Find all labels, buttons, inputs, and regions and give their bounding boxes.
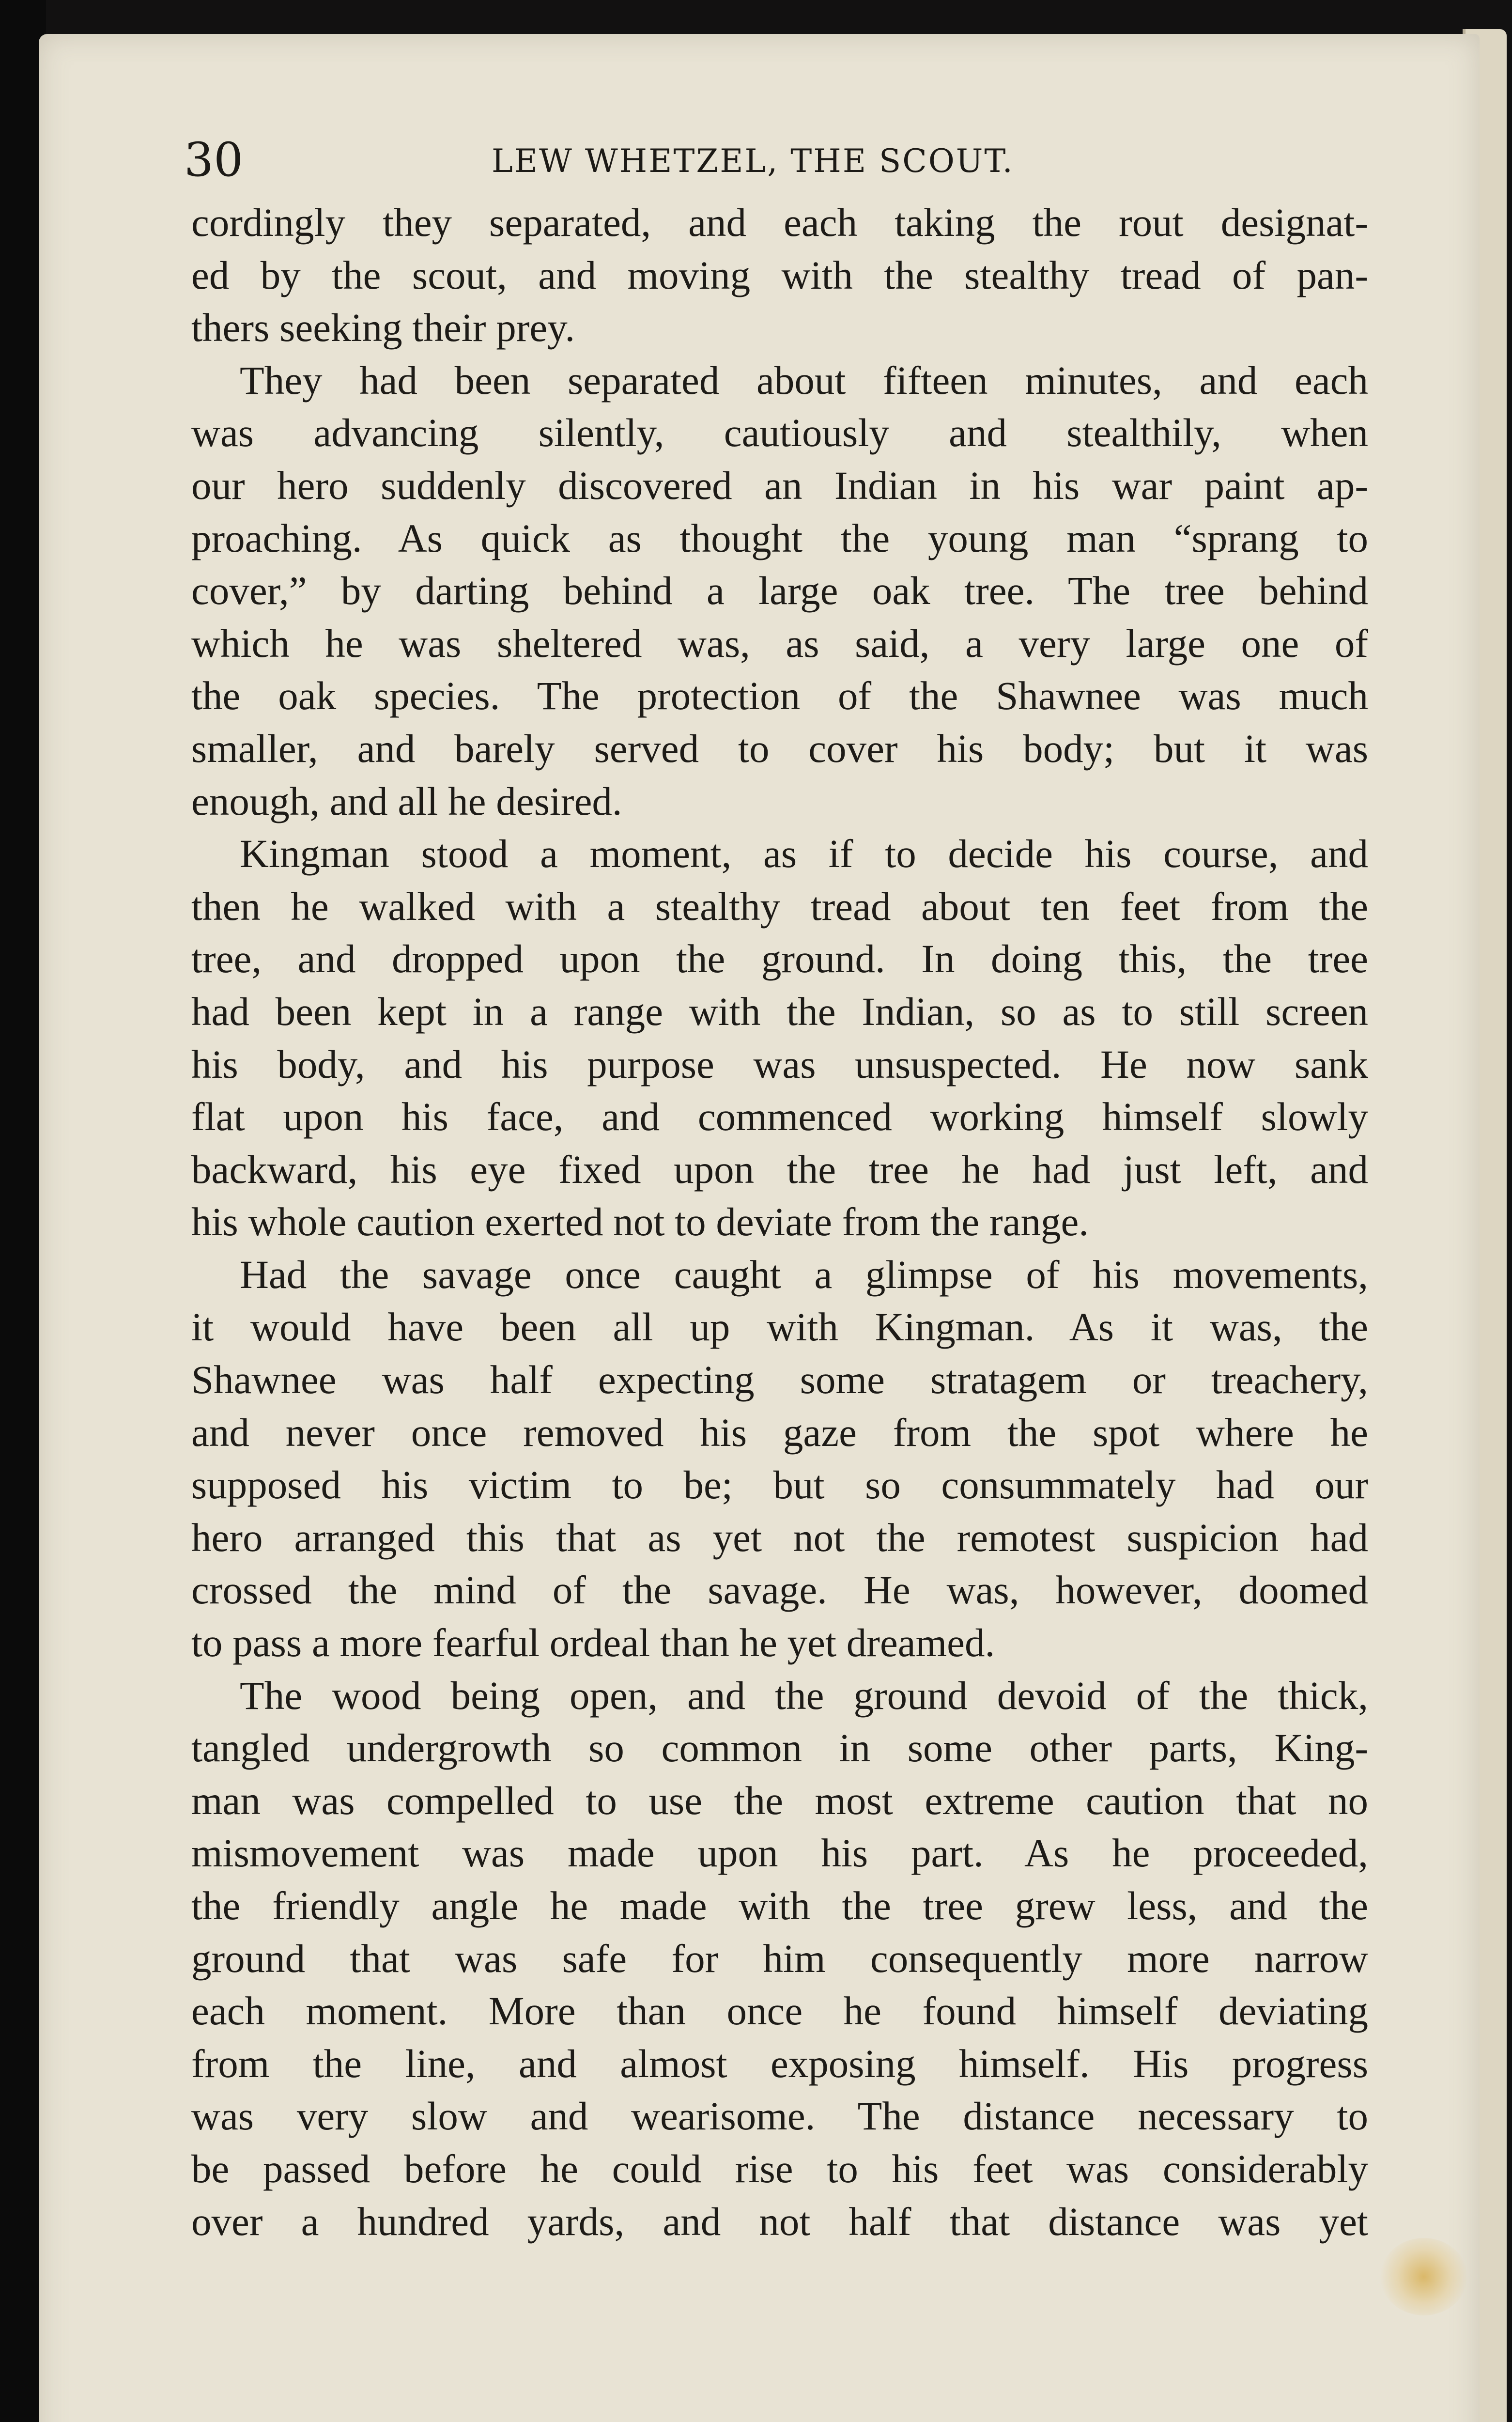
text-line: tangled undergrowth so common in some other parts, King- bbox=[191, 1725, 1368, 1770]
text-line: was very slow and wearisome. The distance necessary to bbox=[191, 2094, 1368, 2139]
text-line: Shawnee was half expecting some stratagem or treachery, bbox=[191, 1357, 1368, 1402]
text-line: mismovement was made upon his part. As he proceeded, bbox=[191, 1831, 1368, 1876]
text-line: crossed the mind of the savage. He was, however, doomed bbox=[191, 1568, 1368, 1613]
text-line: tree, and dropped upon the ground. In doing this, the tree bbox=[191, 936, 1368, 981]
page-header bbox=[184, 133, 1395, 186]
running-head: LEW WHETZEL, THE SCOUT. bbox=[492, 142, 1014, 180]
text-line: over a hundred yards, and not half that distance was yet bbox=[191, 2199, 1368, 2244]
text-line: the friendly angle he made with the tree grew less, and the bbox=[191, 1883, 1368, 1928]
text-line: Kingman stood a moment, as if to decide his course, and bbox=[240, 831, 1368, 876]
text-line: man was compelled to use the most extreme caution that no bbox=[191, 1778, 1368, 1823]
body-text bbox=[191, 196, 1368, 2248]
text-line: the oak species. The protection of the Shawnee was much bbox=[191, 673, 1368, 718]
text-line: cover,” by darting behind a large oak tree. The tree behind bbox=[191, 568, 1368, 613]
text-line: Had the savage once caught a glimpse of his movements, bbox=[240, 1252, 1368, 1297]
page-number: 30 bbox=[184, 133, 244, 187]
text-line: ground that was safe for him consequently more narrow bbox=[191, 1936, 1368, 1981]
text-line: his body, and his purpose was unsuspected. He now sank bbox=[191, 1041, 1368, 1087]
text-line: The wood being open, and the ground devoid of the thick, bbox=[240, 1673, 1368, 1718]
text-line: his whole caution exerted not to deviate from the range. bbox=[191, 1199, 1089, 1244]
text-line: and never once removed his gaze from the spot where he bbox=[191, 1410, 1368, 1455]
text-line: it would have been all up with Kingman. As it was, the bbox=[191, 1304, 1368, 1350]
text-line: enough, and all he desired. bbox=[191, 778, 622, 823]
text-line: be passed before he could rise to his feet was considerably bbox=[191, 2146, 1368, 2191]
text-line: ed by the scout, and moving with the stealthy tread of pan- bbox=[191, 252, 1368, 297]
text-line: had been kept in a range with the Indian, so as to still screen bbox=[191, 989, 1368, 1034]
text-line: was advancing silently, cautiously and stealthily, when bbox=[191, 410, 1368, 455]
text-line: which he was sheltered was, as said, a very large one of bbox=[191, 621, 1368, 666]
text-line: backward, his eye fixed upon the tree he had just left, and bbox=[191, 1147, 1368, 1192]
text-line: to pass a more fearful ordeal than he yet dreamed. bbox=[191, 1620, 995, 1665]
foxing-stain bbox=[1380, 2238, 1467, 2315]
text-line: from the line, and almost exposing himself. His progress bbox=[191, 2041, 1368, 2086]
text-line: flat upon his face, and commenced working himself slowly bbox=[191, 1094, 1368, 1139]
text-line: supposed his victim to be; but so consummately had our bbox=[191, 1462, 1368, 1507]
text-line: cordingly they separated, and each taking the rout designat- bbox=[191, 200, 1368, 245]
text-line: thers seeking their prey. bbox=[191, 305, 575, 350]
text-line: then he walked with a stealthy tread about ten feet from the bbox=[191, 884, 1368, 929]
text-line: each moment. More than once he found himself deviating bbox=[191, 1988, 1368, 2034]
text-line: our hero suddenly discovered an Indian in his war paint ap- bbox=[191, 463, 1368, 508]
text-line: proaching. As quick as thought the young man “sprang to bbox=[191, 515, 1368, 560]
text-line: smaller, and barely served to cover his body; but it was bbox=[191, 726, 1368, 771]
text-line: hero arranged this that as yet not the remotest suspicion had bbox=[191, 1515, 1368, 1560]
text-line: They had been separated about fifteen minutes, and each bbox=[240, 357, 1368, 403]
